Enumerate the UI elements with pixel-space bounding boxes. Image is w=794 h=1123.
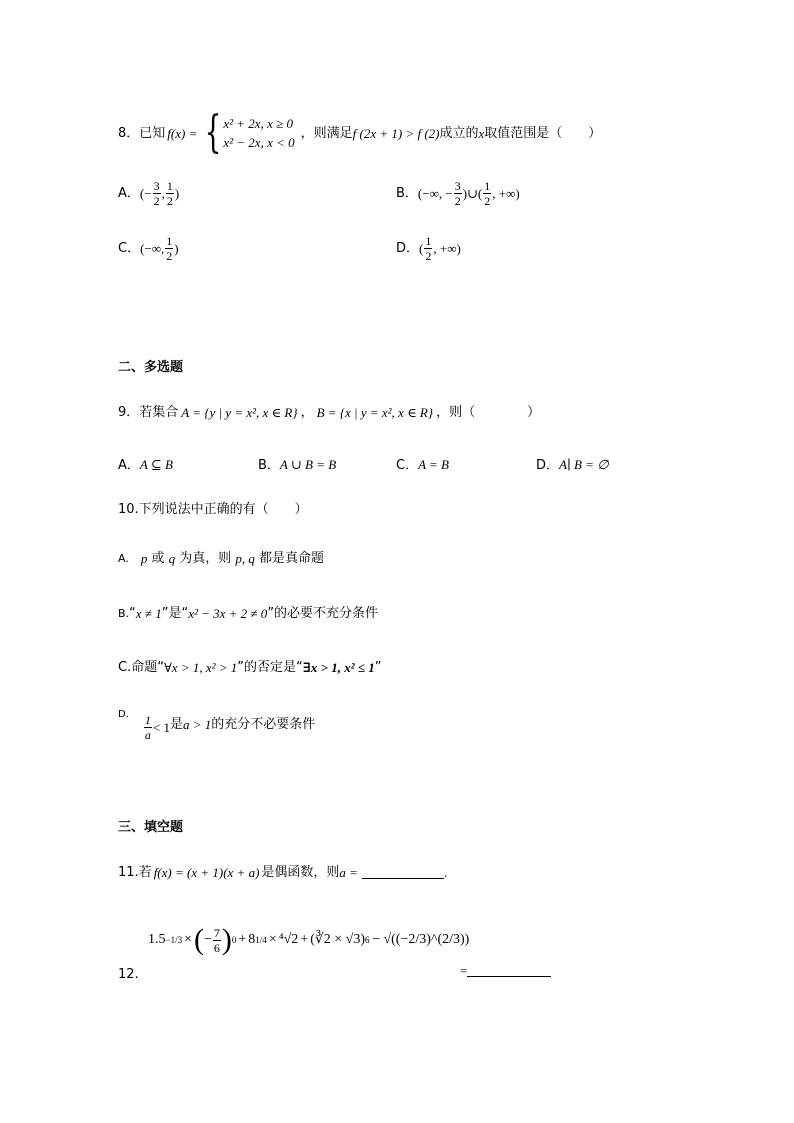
q10-c-text: C.命题“ bbox=[118, 660, 164, 675]
q12-base8: 8 bbox=[248, 932, 256, 947]
q10-option-a-label: A. bbox=[118, 552, 129, 565]
q12-paren-open: ( bbox=[193, 923, 204, 956]
q10-stem: 10.下列说法中正确的有（ ） bbox=[118, 502, 308, 517]
q12-frac bbox=[213, 927, 221, 954]
q12-base-a: 1.5 bbox=[148, 932, 166, 947]
q8-cases bbox=[223, 117, 294, 149]
frac-num: 1 bbox=[144, 713, 151, 727]
q12-cube-part: (∛2 × √3) bbox=[310, 932, 366, 947]
q9-option-a-expr: A ⊆ B bbox=[139, 457, 173, 472]
q12-times2: × bbox=[268, 932, 277, 947]
q10-a-or: 或 bbox=[147, 551, 169, 566]
q8-option-b[interactable] bbox=[396, 180, 520, 207]
q10-b-tail: ”的必要不充分条件 bbox=[267, 606, 379, 621]
q9-option-d[interactable] bbox=[536, 458, 609, 472]
q10-option-a[interactable] bbox=[118, 552, 324, 565]
q10-d-expr bbox=[143, 714, 170, 741]
frac-den: a bbox=[144, 728, 151, 742]
q8-func: f(x) = bbox=[167, 125, 198, 141]
q8-option-a-label: A． bbox=[118, 186, 140, 201]
q10-c-mid: ”的否定是“ bbox=[237, 660, 303, 675]
option-d-frac bbox=[424, 235, 432, 262]
option-c-frac bbox=[165, 235, 173, 262]
frac-den: 2 bbox=[425, 249, 432, 263]
frac-den: 2 bbox=[153, 194, 160, 208]
q12-plus2: + bbox=[300, 932, 309, 947]
q10-option-d-label: D. bbox=[118, 709, 129, 720]
option-a-sep: , bbox=[161, 186, 165, 201]
q10-option-c[interactable] bbox=[118, 661, 382, 674]
q9-option-c-expr: A = B bbox=[418, 457, 449, 472]
q12-exp-zero: 0 bbox=[231, 934, 237, 945]
q12-root4: ⁴√2 bbox=[278, 932, 299, 947]
q11-answer-blank[interactable] bbox=[362, 866, 444, 879]
q12-eq: = bbox=[460, 963, 468, 978]
q12-exp6: 6 bbox=[365, 934, 370, 945]
q9-tail: ，则（ ） bbox=[436, 405, 541, 420]
q10-c-tail: ” bbox=[374, 660, 382, 675]
q12-times1: × bbox=[184, 932, 192, 947]
q8-option-d[interactable] bbox=[396, 235, 461, 262]
q9-option-a[interactable] bbox=[118, 458, 173, 472]
q11-mid: 是偶函数，则 bbox=[261, 865, 340, 880]
q8-option-d-label: D． bbox=[396, 241, 420, 256]
q12-exp8: 1/4 bbox=[255, 934, 267, 945]
q8-lead: 已知 bbox=[139, 125, 166, 141]
option-c-close: ) bbox=[174, 241, 179, 256]
frac-num: 3 bbox=[454, 179, 461, 193]
q10-d-frac bbox=[144, 714, 152, 741]
q9-option-a-label: A． bbox=[118, 458, 140, 473]
q8-case-1: x² + 2x, x ≥ 0 bbox=[223, 116, 293, 131]
q12-answer-blank[interactable] bbox=[467, 962, 551, 977]
frac-den: 2 bbox=[454, 194, 461, 208]
option-b-open: (−∞, − bbox=[417, 186, 453, 201]
q12-paren-close: ) bbox=[221, 923, 232, 956]
q11-expr: f(x) = (x + 1)(x + a) bbox=[153, 865, 260, 880]
frac-num: 1 bbox=[166, 179, 173, 193]
frac-num: 1 bbox=[484, 179, 491, 193]
option-b-frac1 bbox=[454, 180, 462, 207]
q9-stem bbox=[118, 406, 540, 419]
section-heading-fill-in: 三、填空题 bbox=[118, 820, 184, 835]
q9-sep: ， bbox=[300, 405, 314, 420]
q9-number: 9． bbox=[118, 405, 140, 420]
q12-answer bbox=[460, 962, 551, 977]
q11-number: 11.若 bbox=[118, 865, 152, 880]
q9-option-b-expr: A ∪ B = B bbox=[279, 457, 337, 472]
q9-option-d-label: D． bbox=[536, 458, 560, 473]
option-b-close: , +∞) bbox=[492, 186, 520, 201]
q11-var: a = bbox=[339, 865, 358, 880]
option-a-frac2 bbox=[166, 180, 174, 207]
q10-option-d[interactable] bbox=[118, 710, 315, 741]
q9-set-a: A = {y | y = x², x ∈ R} bbox=[181, 405, 298, 420]
q8-mid: ，则满足 bbox=[300, 125, 353, 141]
q12-sqrt-part: √((−2/3)^(2/3)) bbox=[383, 932, 470, 947]
q9-set-b: B = {x | y = x², x ∈ R} bbox=[316, 405, 434, 420]
q8-var: x bbox=[478, 125, 485, 141]
q10-d-mid: 是 bbox=[169, 717, 183, 732]
q12-number: 12. bbox=[118, 967, 139, 982]
frac-num: 7 bbox=[213, 925, 220, 940]
q10-option-b-label: B. bbox=[118, 607, 130, 620]
q10-d-lt: < 1 bbox=[152, 720, 170, 735]
frac-den: 2 bbox=[166, 194, 173, 208]
q10-a-pq: p, q bbox=[235, 551, 255, 566]
frac-den: 2 bbox=[166, 249, 173, 263]
q9-option-c[interactable] bbox=[396, 458, 449, 472]
q9-option-d-expr: A∣ B = ∅ bbox=[559, 457, 609, 472]
q10-c-expr1: ∀x > 1, x² > 1 bbox=[163, 660, 238, 675]
frac-num: 1 bbox=[166, 234, 173, 248]
option-d-close: , +∞) bbox=[433, 241, 461, 256]
frac-den: 6 bbox=[213, 940, 220, 955]
q8-tail: 成立的 bbox=[439, 125, 479, 141]
q10-a-mid: 为真，则 bbox=[175, 551, 236, 566]
q8-option-b-label: B． bbox=[396, 186, 418, 201]
q8-option-c-label: C． bbox=[118, 241, 141, 256]
q10-b-expr1: x ≠ 1 bbox=[135, 606, 162, 621]
q9-option-b[interactable] bbox=[258, 458, 336, 472]
q8-number: 8． bbox=[118, 125, 140, 141]
q10-a-tail: 都是真命题 bbox=[254, 551, 324, 566]
q12-neg: − bbox=[203, 932, 212, 947]
frac-den: 2 bbox=[484, 194, 491, 208]
option-d-open: ( bbox=[419, 241, 424, 256]
q11-tail: . bbox=[443, 865, 448, 880]
q9-option-b-label: B． bbox=[258, 458, 280, 473]
q10-d-tail: 的充分不必要条件 bbox=[211, 717, 316, 732]
q8-option-a[interactable] bbox=[118, 180, 179, 207]
q10-c-expr2: ∃x > 1, x² ≤ 1 bbox=[302, 660, 375, 675]
q12-minus: − bbox=[372, 932, 381, 947]
frac-num: 1 bbox=[425, 234, 432, 248]
q11-stem bbox=[118, 866, 447, 879]
q10-d-expr2: a > 1 bbox=[183, 717, 212, 732]
q10-b-mid: ”是“ bbox=[161, 606, 189, 621]
q12-exp-a: −1/3 bbox=[165, 934, 183, 945]
q9-lead: 若集合 bbox=[139, 405, 179, 420]
q9-option-c-label: C． bbox=[396, 458, 419, 473]
q12-plus1: + bbox=[238, 932, 247, 947]
q8-option-c[interactable] bbox=[118, 235, 179, 262]
q10-option-b[interactable] bbox=[118, 607, 378, 620]
option-a-frac1 bbox=[153, 180, 161, 207]
q8-stem bbox=[118, 107, 602, 158]
q10-b-expr2: x² − 3x + 2 ≠ 0 bbox=[188, 606, 268, 621]
option-a-open: (− bbox=[139, 186, 152, 201]
option-a-close: ) bbox=[174, 186, 180, 201]
q10-a-q: q bbox=[168, 551, 176, 566]
q8-case-2: x² − 2x, x < 0 bbox=[223, 135, 295, 150]
option-c-open: (−∞, bbox=[140, 241, 165, 256]
frac-num: 3 bbox=[153, 179, 160, 193]
q8-tail2: 取值范围是（ ） bbox=[484, 125, 602, 141]
q8-inequality: f (2x + 1) > f (2) bbox=[352, 125, 440, 141]
option-b-mid: )∪( bbox=[462, 186, 483, 201]
q8-brace: { bbox=[204, 107, 222, 158]
section-heading-multiple-choice: 二、多选题 bbox=[118, 360, 184, 375]
q10-a-p: p bbox=[140, 551, 148, 566]
option-b-frac2 bbox=[483, 180, 491, 207]
q10-b-open-quote: “ bbox=[129, 606, 136, 621]
q12-expression bbox=[148, 925, 469, 955]
